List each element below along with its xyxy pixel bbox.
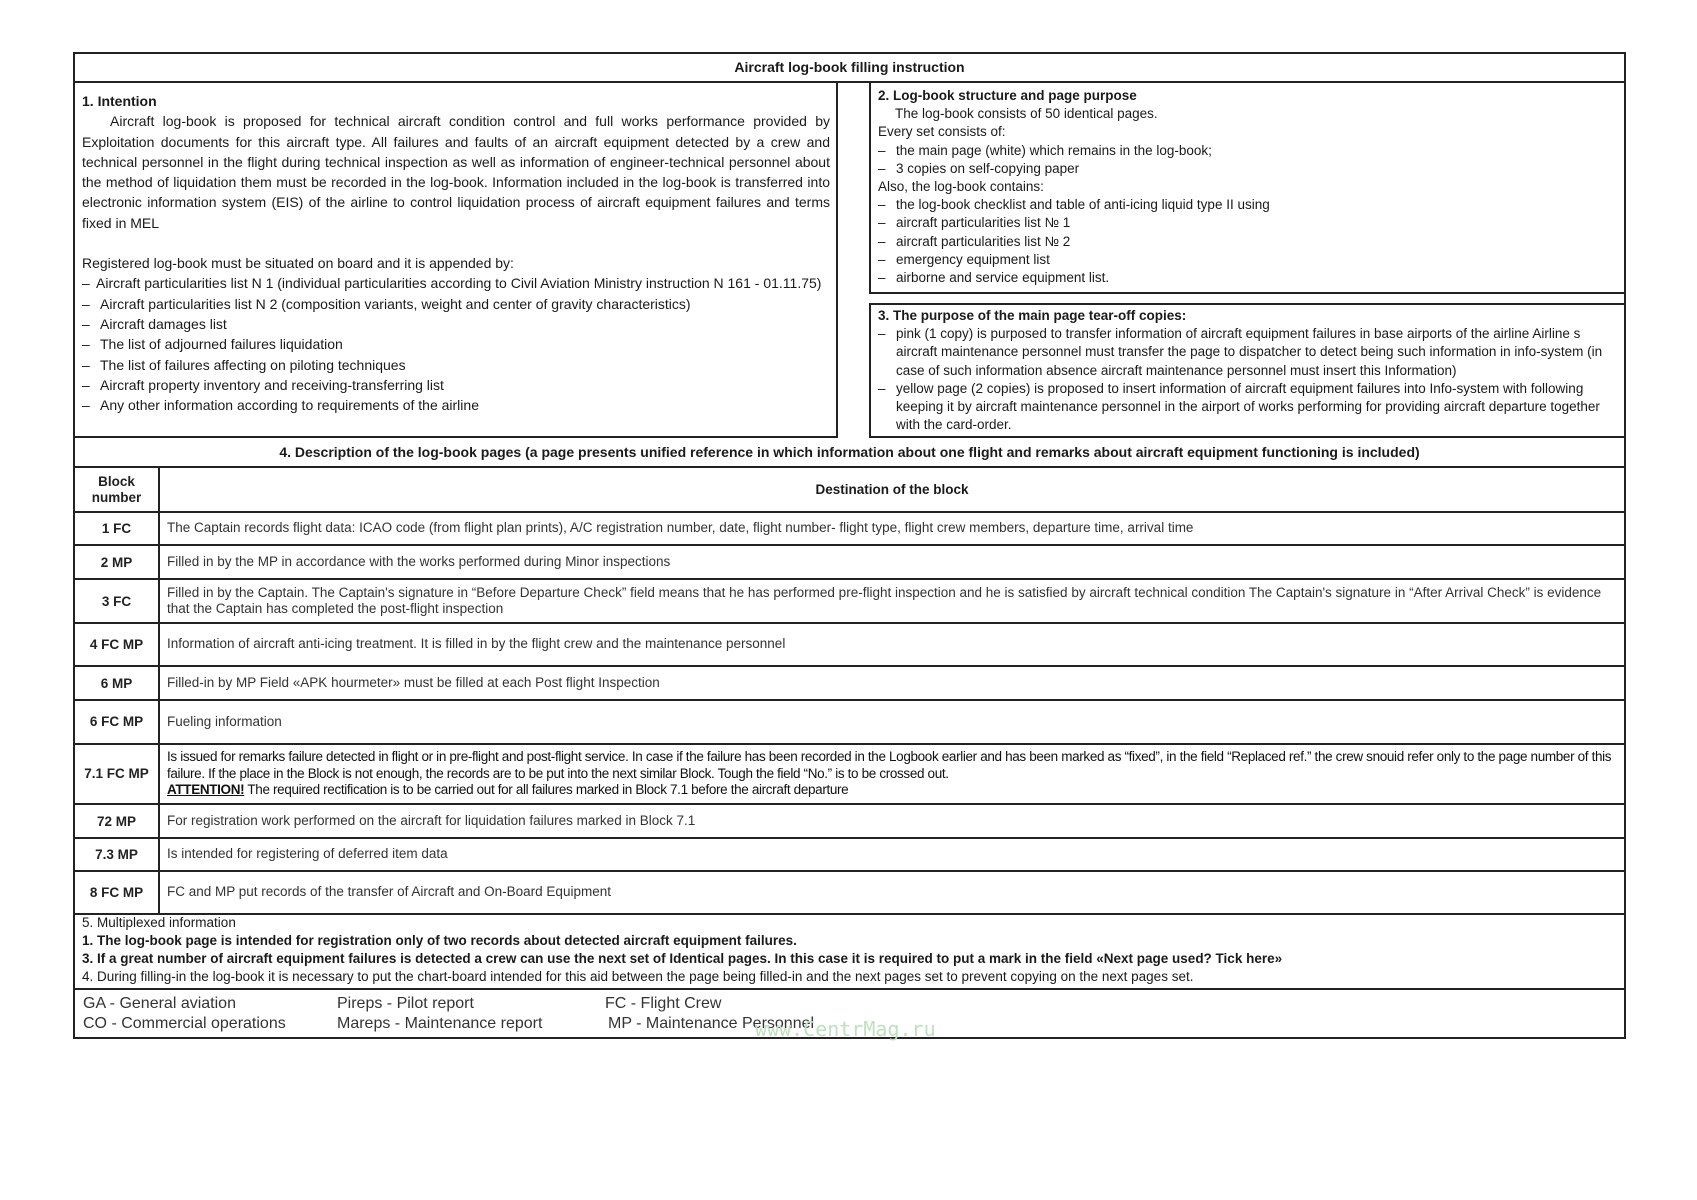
section2-set-list: [878, 142, 1620, 178]
block-number: 6 MP: [75, 666, 159, 700]
abbreviation: Pireps - Pilot report: [337, 995, 474, 1012]
list-item: – the log-book checklist and table of anti-icing liquid type II using: [878, 196, 1620, 214]
block-number: 2 MP: [75, 545, 159, 579]
block-7-1-text: Is issued for remarks failure detected in flight or in pre-flight and post-flight service. In case if the failure has been recorded in the Logbook earlier and has been marked as “fixed”, in the field “Replaced ref.” the crew snouid refer only to the page number of this failure. If the place in the Block is not enough, the records are to be put into the next similar Block. Tough the field “No.” is to be crossed out.: [167, 749, 1612, 781]
list-item: – emergency equipment list: [878, 251, 1620, 269]
section3-heading: 3. The purpose of the main page tear-off copies:: [878, 308, 1187, 323]
section1-heading: 1. Intention: [82, 93, 157, 109]
section5-line1: 1. The log-book page is intended for registration only of two records about detected aircraft equipment failures.: [82, 933, 797, 948]
list-item: – Any other information according to requirements of the airline: [82, 395, 830, 415]
block-destination: FC and MP put records of the transfer of Aircraft and On-Board Equipment: [159, 871, 1624, 914]
section5-line2: 3. If a great number of aircraft equipment failures is detected a crew can use the next set of Identical pages. In this case it is required to put a mark in the field «Next page used? Tick here»: [82, 951, 1283, 966]
abbreviation: GA - General aviation: [83, 995, 236, 1012]
section-structure: [869, 83, 1626, 294]
watermark: www.CentrMag.ru: [755, 1017, 936, 1041]
instruction-frame: [73, 52, 1626, 1039]
list-item: – Aircraft property inventory and receiving-transferring list: [82, 375, 830, 395]
abbreviation-column: [337, 994, 542, 1033]
block-destination: [159, 744, 1624, 804]
table-row: [75, 545, 1624, 579]
table-row: [75, 804, 1624, 838]
abbreviation: CO - Commercial operations: [83, 1014, 286, 1032]
list-item: – The list of failures affecting on piloting techniques: [82, 355, 830, 375]
block-number: 3 FC: [75, 579, 159, 623]
section2-contains-list: [878, 196, 1620, 287]
section1-paragraph: Aircraft log-book is proposed for technical aircraft condition control and full works performance provided by Exploitation documents for this aircraft type. All failures and faults of an aircraft equipment detected by a crew and technical personnel in the flight during technical inspection as well as information of engineer-technical personnel about the method of liquidation them must be recorded in the log-book. Information included in the log-book is transferred into electronic information system (EIS) of the airline to control liquidation process of aircraft equipment failures and terms fixed in MEL: [82, 113, 830, 231]
col-destination: Destination of the block: [159, 468, 1624, 512]
block-number: 1 FC: [75, 512, 159, 545]
table-row: [75, 871, 1624, 914]
section-intention: [75, 83, 838, 438]
list-item: – Aircraft particularities list N 1 (individual particularities according to Civil Aviation Ministry instruction N 161 - 01.11.75): [82, 273, 830, 293]
block-destination: The Captain records flight data: ICAO code (from flight plan prints), A/C registration number, date, flight number- flight type, flight crew members, departure time, arrival time: [159, 512, 1624, 545]
section-tear-off-copies: [869, 303, 1626, 438]
table-row: [75, 623, 1624, 666]
block-destination: Filled in by the Captain. The Captain's signature in “Before Departure Check” field means that he has performed pre-flight inspection and he is satisfied by aircraft technical condition The Captain's signature in “After Arrival Check” is evidence that the Captain has completed the post-flight inspection: [159, 579, 1624, 623]
block-number: 6 FC MP: [75, 700, 159, 744]
table-row: [75, 579, 1624, 623]
block-number: 8 FC MP: [75, 871, 159, 914]
list-item: – aircraft particularities list № 2: [878, 233, 1620, 251]
section2-heading: 2. Log-book structure and page purpose: [878, 88, 1137, 103]
attention-text: The required rectification is to be carried out for all failures marked in Block 7.1 before the aircraft departure: [244, 782, 849, 798]
section1-list: [82, 273, 830, 415]
block-destination: Filled in by the MP in accordance with the works performed during Minor inspections: [159, 545, 1624, 579]
abbreviation: FC - Flight Crew: [605, 995, 722, 1012]
section3-list: [878, 325, 1620, 434]
list-item: – pink (1 copy) is purposed to transfer information of aircraft equipment failures in base airports of the airline Airline s aircraft maintenance personnel must transfer the page to dispatcher to detect being such information in info-system (in case of such information absence aircraft maintenance personnel must insert this Information): [878, 325, 1620, 380]
table-row: [75, 744, 1624, 804]
list-item: – yellow page (2 copies) is proposed to insert information of aircraft equipment failures into Info-system with following keeping it by aircraft maintenance personnel in the airport of works performing for providing aircraft departure together with the card-order.: [878, 380, 1620, 435]
abbreviation-column: [83, 994, 286, 1033]
list-item: – aircraft particularities list № 1: [878, 214, 1620, 232]
list-item: – Aircraft particularities list N 2 (composition variants, weight and center of gravity characteristics): [82, 294, 830, 314]
list-item: – 3 copies on self-copying paper: [878, 160, 1620, 178]
table-row: [75, 512, 1624, 545]
table-header-row: [75, 468, 1624, 512]
block-number: 72 MP: [75, 804, 159, 838]
block-number: 4 FC MP: [75, 623, 159, 666]
block-destination: Filled-in by MP Field «APK hourmeter» must be filled at each Post flight Inspection: [159, 666, 1624, 700]
table-row: [75, 838, 1624, 871]
blocks-table: [75, 468, 1624, 915]
table-row: [75, 666, 1624, 700]
block-destination: Information of aircraft anti-icing treatment. It is filled in by the flight crew and the maintenance personnel: [159, 623, 1624, 666]
section4-heading: 4. Description of the log-book pages (a page presents unified reference in which information about one flight and remarks about aircraft equipment functioning is included): [75, 438, 1624, 468]
section2-line3: Also, the log-book contains:: [878, 179, 1044, 195]
section5-line3: 4. During filling-in the log-book it is necessary to put the chart-board intended for this aid between the page being filled-in and the next pages set to prevent copying on the next pages set.: [82, 969, 1194, 984]
section-multiplexed: [75, 909, 1624, 990]
block-number: 7.1 FC MP: [75, 744, 159, 804]
list-item: – the main page (white) which remains in the log-book;: [878, 142, 1620, 160]
abbreviation: Mareps - Maintenance report: [337, 1014, 543, 1032]
abbreviation: MP - Maintenance Personnel: [608, 1014, 815, 1032]
document-title: Aircraft log-book filling instruction: [75, 54, 1624, 83]
block-number: 7.3 MP: [75, 838, 159, 871]
list-item: – Aircraft damages list: [82, 314, 830, 334]
section1-intro: Registered log-book must be situated on board and it is appended by:: [82, 255, 514, 272]
block-destination: Is intended for registering of deferred item data: [159, 838, 1624, 871]
block-7-1-attention: [167, 782, 1617, 799]
block-destination: For registration work performed on the aircraft for liquidation failures marked in Block 7.1: [159, 804, 1624, 838]
section5-heading: 5. Multiplexed information: [82, 915, 236, 930]
section2-line1: The log-book consists of 50 identical pages.: [895, 106, 1158, 122]
list-item: – airborne and service equipment list.: [878, 269, 1620, 287]
section2-line2: Every set consists of:: [878, 124, 1006, 140]
col-block-number: Block number: [75, 468, 159, 512]
table-row: [75, 700, 1624, 744]
block-destination: Fueling information: [159, 700, 1624, 744]
attention-label: ATTENTION!: [167, 782, 245, 798]
list-item: – The list of adjourned failures liquidation: [82, 334, 830, 354]
